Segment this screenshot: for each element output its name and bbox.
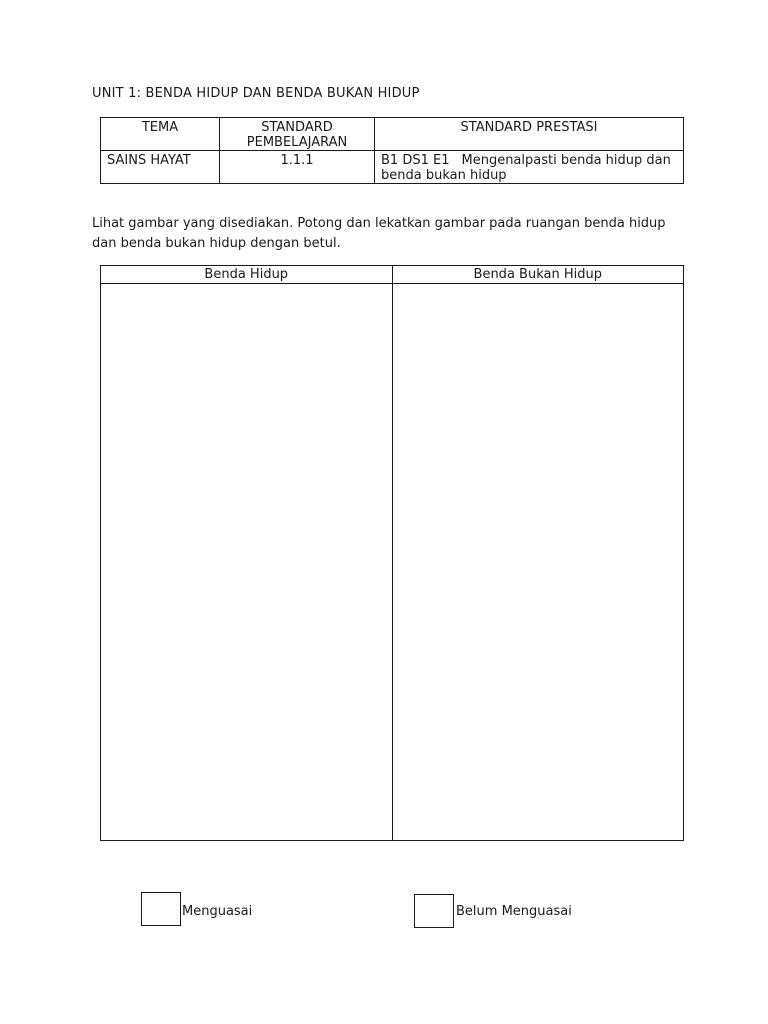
info-table [100,117,684,184]
not-mastered-checkbox[interactable] [414,894,454,928]
prestasi-code: B1 DS1 E1 [381,153,450,168]
nonliving-drop-area[interactable] [392,284,684,841]
prestasi-text: Mengenalpasti benda hidup dan benda bukan hidup [381,153,671,183]
header-std-line1: STANDARD [261,120,333,135]
header-benda-bukan-hidup: Benda Bukan Hidup [392,266,684,284]
info-data-row [101,151,684,184]
mastered-checkbox[interactable] [141,892,181,926]
header-standard-pembelajaran [220,118,375,151]
worksheet-title: UNIT 1: BENDA HIDUP DAN BENDA BUKAN HIDUP [92,86,420,101]
cell-standard-pembelajaran: 1.1.1 [220,151,375,184]
sorting-table [100,265,684,841]
sorting-body-row [101,284,684,841]
cell-standard-prestasi [375,151,684,184]
header-benda-hidup: Benda Hidup [101,266,393,284]
cell-tema: SAINS HAYAT [101,151,220,184]
sorting-header-row [101,266,684,284]
instruction-text: Lihat gambar yang disediakan. Potong dan lekatkan gambar pada ruangan benda hidup dan benda bukan hidup dengan betul. [92,216,666,251]
not-mastered-label: Belum Menguasai [456,904,572,919]
mastered-label: Menguasai [182,904,253,919]
header-tema: TEMA [101,118,220,151]
info-header-row [101,118,684,151]
header-std-line2: PEMBELAJARAN [246,135,348,150]
header-standard-prestasi: STANDARD PRESTASI [375,118,684,151]
living-drop-area[interactable] [101,284,393,841]
